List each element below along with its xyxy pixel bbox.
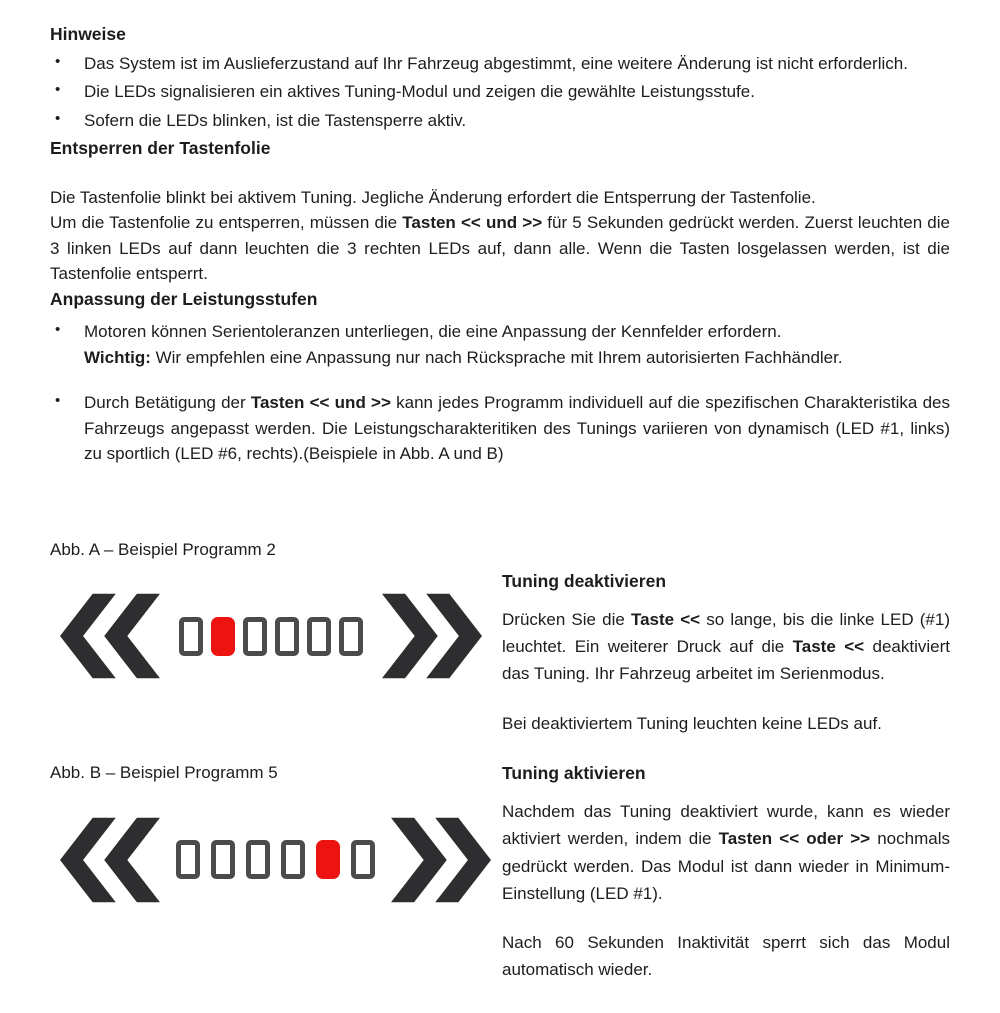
double-chevron-right-icon [391, 816, 491, 904]
led-row [179, 617, 363, 656]
tuning-deaktivieren-note: Bei deaktiviertem Tuning leuchten keine LEDs auf. [502, 713, 882, 733]
led-indicator-off [281, 840, 305, 879]
figures-and-instructions [50, 505, 950, 984]
bullet-text: Motoren können Serientoleranzen unterliegen, die eine Anpassung der Kennfelder erfordern. Wichtig: Wir empfehlen eine Anpassung nur nach Rücksprache mit Ihrem autorisierten Fachhändler. [84, 322, 843, 367]
led-indicator-off [179, 617, 203, 656]
bullet-icon: • [55, 321, 61, 338]
led-indicator-off [339, 617, 363, 656]
instructions-column [502, 505, 950, 984]
led-indicator-off [275, 617, 299, 656]
led-indicator-off [307, 617, 331, 656]
double-chevron-left-icon [60, 816, 160, 904]
hinweise-bullet-list [50, 51, 950, 134]
section-title-entsperren: Entsperren der Tastenfolie [50, 138, 271, 158]
list-item [50, 79, 950, 105]
bullet-icon: • [55, 392, 61, 409]
list-item [50, 108, 950, 134]
section-title-tuning-aktivieren: Tuning aktivieren [502, 762, 646, 783]
bullet-icon: • [55, 109, 61, 127]
bullet-icon: • [55, 81, 61, 98]
double-chevron-left-icon [60, 592, 160, 680]
bullet-text: Die LEDs signalisieren ein aktives Tuning-Modul und zeigen die gewählte Leistungsstufe. [84, 82, 755, 101]
list-item [50, 51, 950, 77]
bullet-text: Sofern die LEDs blinken, ist die Tastensperre aktiv. [84, 110, 467, 130]
anpassung-bullet-list [50, 319, 950, 467]
bullet-text: Durch Betätigung der Tasten << und >> kann jedes Programm individuell auf die spezifischen Charakteristika des Fahrzeugs angepasst werden. Die Leistungscharakteritiken des Tunings variieren von dynamisch (LED #1, links) zu sportlich (LED #6, rechts).(Beispiele in Abb. A und B) [84, 393, 950, 463]
led-indicator-off [351, 840, 375, 879]
figures-column [50, 505, 502, 984]
bullet-text: Das System ist im Auslieferzustand auf Ihr Fahrzeug abgestimmt, eine weitere Änderung ist nicht erforderlich. [84, 53, 908, 73]
bullet-icon: • [55, 52, 61, 70]
list-item [50, 319, 950, 370]
tuning-deaktivieren-paragraph: Drücken Sie die Taste << so lange, bis die linke LED (#1) leuchtet. Ein weiterer Druck auf die Taste << deaktiviert das Tuning. Ihr Fahrzeug arbeitet im Serienmodus. [502, 610, 950, 684]
section-title-anpassung: Anpassung der Leistungsstufen [50, 288, 318, 309]
led-row [176, 840, 375, 879]
section-title-tuning-deaktivieren: Tuning deaktivieren [502, 570, 667, 591]
figure-a-caption: Abb. A – Beispiel Programm 2 [50, 539, 276, 559]
list-item [50, 390, 950, 467]
led-indicator-off [211, 840, 235, 879]
section-title-hinweise: Hinweise [50, 24, 126, 44]
led-diagram-a [60, 592, 502, 680]
led-diagram-b [60, 816, 502, 904]
led-indicator-on [211, 617, 235, 656]
led-indicator-off [243, 617, 267, 656]
entsperren-paragraph: Die Tastenfolie blinkt bei aktivem Tuning. Jegliche Änderung erfordert die Entsperrung der Tastenfolie. Um die Tastenfolie zu entsperren, müssen die Tasten << und >> für 5 Sekunden gedrückt werden. Zuerst leuchten die 3 linken LEDs auf dann leuchten die 3 rechten LEDs auf, dann alle. Wenn die Tasten losgelassen werden, ist die Tastenfolie entsperrt. [50, 187, 950, 283]
led-indicator-off [176, 840, 200, 879]
tuning-aktivieren-note: Nach 60 Sekunden Inaktivität sperrt sich das Modul automatisch wieder. [502, 933, 950, 980]
led-indicator-off [246, 840, 270, 879]
figure-b-caption: Abb. B – Beispiel Programm 5 [50, 763, 278, 782]
double-chevron-right-icon [382, 592, 482, 680]
tuning-aktivieren-paragraph: Nachdem das Tuning deaktiviert wurde, kann es wieder aktiviert werden, indem die Tasten << oder >> nochmals gedrückt werden. Das Modul ist dann wieder in Minimum-Einstellung (LED #1). [502, 802, 950, 903]
led-indicator-on [316, 840, 340, 879]
